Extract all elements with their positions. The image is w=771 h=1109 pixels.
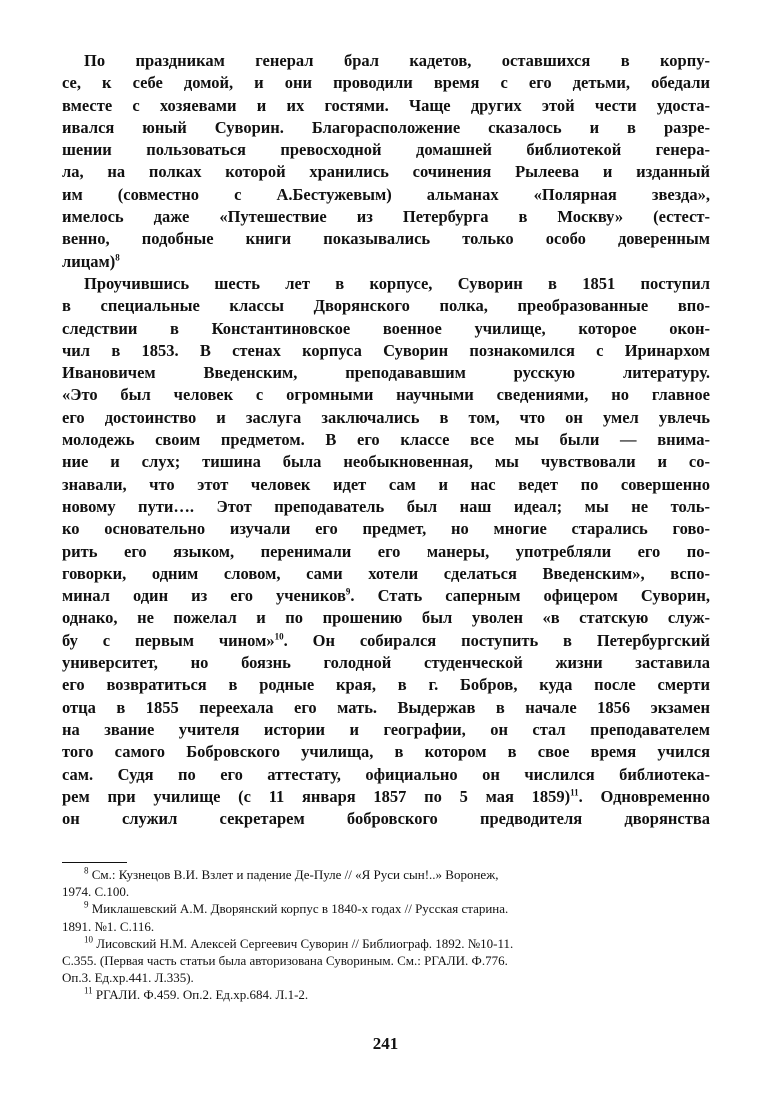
text-segment: . Одновременно <box>578 786 710 806</box>
text-segment: . Стать саперным офицером Суворин, <box>350 586 710 606</box>
footnote-line <box>62 866 710 883</box>
text-line: новому пути…. Этот преподаватель был наш идеал; мы не толь- <box>62 496 710 516</box>
footnote-line <box>62 986 710 1003</box>
text-line <box>62 630 710 652</box>
footnote-ref: 8 <box>115 252 120 263</box>
text-line: чил в 1853. В стенах корпуса Суворин познакомился с Иринархом <box>62 340 710 360</box>
footnote <box>62 866 710 900</box>
text-line: следствии в Константиновское военное училище, которое окон- <box>62 318 710 338</box>
footnote-line: Оп.3. Ед.хр.441. Л.335). <box>62 970 194 986</box>
main-text <box>62 50 710 830</box>
text-line: По праздникам генерал брал кадетов, оставшихся в корпу- <box>84 51 710 70</box>
footnote-text: РГАЛИ. Ф.459. Оп.2. Ед.хр.684. Л.1-2. <box>95 987 309 1003</box>
text-line: в специальные классы Дворянского полка, преобразованные впо- <box>62 296 710 316</box>
footnote-text: См.: Кузнецов В.И. Взлет и падение Де-Пуле // «Я Руси сын!..» Воронеж, <box>91 867 499 882</box>
footnote-line: С.355. (Первая часть статьи была авторизована Сувориным. См.: РГАЛИ. Ф.776. <box>62 953 508 969</box>
text-line: его возвратиться в родные края, в г. Бобров, куда после смерти <box>62 675 710 695</box>
text-line: ко основательно изучали его предмет, но многие старались гово- <box>62 519 710 539</box>
text-line <box>62 585 710 607</box>
text-line: он служил секретарем бобровского предводителя дворянства <box>62 809 710 829</box>
footnote-line: 1891. №1. С.116. <box>62 918 155 934</box>
text-line: ние и слух; тишина была необыкновенная, мы чувствовали и со- <box>62 452 710 472</box>
footnote-text: Лисовский Н.М. Алексей Сергеевич Суворин // Библиограф. 1892. №10-11. <box>96 935 514 951</box>
footnote-mark: 11 <box>84 986 93 997</box>
footnote-mark: 9 <box>84 900 89 911</box>
footnote-separator <box>62 862 127 863</box>
footnote-ref: 9 <box>345 586 351 597</box>
text-line: Проучившись шесть лет в корпусе, Суворин в 1851 поступил <box>84 273 710 293</box>
text-line: молодежь своим предметом. В его классе все мы были — внима- <box>62 430 710 450</box>
text-line-content: лицам) <box>62 251 116 271</box>
footnote-line: 1974. С.100. <box>62 884 130 900</box>
paragraph-1 <box>62 50 710 273</box>
footnote-text: Миклашевский А.М. Дворянский корпус в 1840-х годах // Русская старина. <box>91 901 509 917</box>
text-line: рить его языком, перенимали его манеры, употребляли его по- <box>62 541 710 561</box>
footnote-ref: 10 <box>274 631 284 642</box>
text-line: вместе с хозяевами и их гостями. Чаще других этой чести удоста- <box>62 95 710 115</box>
text-line: его достоинство и заслуга заключались в том, что он умел увлечь <box>62 407 710 427</box>
text-line: им (совместно с А.Бестужевым) альманах «Полярная звезда», <box>62 184 710 204</box>
text-segment: бу с первым чином» <box>62 630 275 650</box>
text-segment: минал один из его учеников <box>62 586 346 606</box>
text-line: шении пользоваться превосходной домашней библиотекой генера- <box>62 140 710 160</box>
text-segment: рем при училище (с 11 января 1857 по 5 мая 1859) <box>62 786 571 806</box>
text-line: отца в 1855 переехала его мать. Выдержав в начале 1856 экзамен <box>62 697 710 717</box>
text-line: ивался юный Суворин. Благорасположение сказалось и в разре- <box>62 117 710 137</box>
text-line: того самого Бобровского училища, в котором в свое время учился <box>62 742 710 762</box>
paragraph-2 <box>62 273 710 830</box>
text-line: говорки, одним словом, сами хотели сделаться Введенским», вспо- <box>62 563 710 583</box>
text-line <box>62 251 710 273</box>
page-number: 241 <box>372 1034 399 1053</box>
footnote-mark: 8 <box>84 865 89 876</box>
text-line: университет, но боязнь голодной студенческой жизни заставила <box>62 653 710 673</box>
footnote-mark: 10 <box>84 934 93 945</box>
footnote <box>62 900 710 934</box>
footnote-ref: 11 <box>570 787 579 798</box>
footnote <box>62 986 710 1003</box>
text-line: ла, на полках которой хранились сочинения Рылеева и изданный <box>62 162 710 182</box>
text-line: однако, не пожелал и по прошению был уволен «в статскую служ- <box>62 608 710 628</box>
text-line: Ивановичем Введенским, преподававшим русскую литературу. <box>62 363 710 383</box>
text-line: знавали, что этот человек идет сам и нас ведет по совершенно <box>62 474 710 494</box>
text-segment: . Он собирался поступить в Петербургский <box>283 630 710 650</box>
text-line: се, к себе домой, и они проводили время с его детьми, обедали <box>62 73 710 93</box>
footnote-line <box>62 900 710 917</box>
footnote-line <box>62 935 710 952</box>
text-line: на звание учителя истории и географии, он стал преподавателем <box>62 719 710 739</box>
text-line: сам. Судя по его аттестату, официально он числился библиотека- <box>62 764 710 784</box>
text-line: имелось даже «Путешествие из Петербурга в Москву» (естест- <box>62 207 710 227</box>
text-line <box>62 786 710 808</box>
footnotes <box>62 866 710 1004</box>
text-line: венно, подобные книги показывались только особо доверенным <box>62 229 710 249</box>
text-line: «Это был человек с огромными научными сведениями, но главное <box>62 385 710 405</box>
footnote <box>62 935 710 987</box>
